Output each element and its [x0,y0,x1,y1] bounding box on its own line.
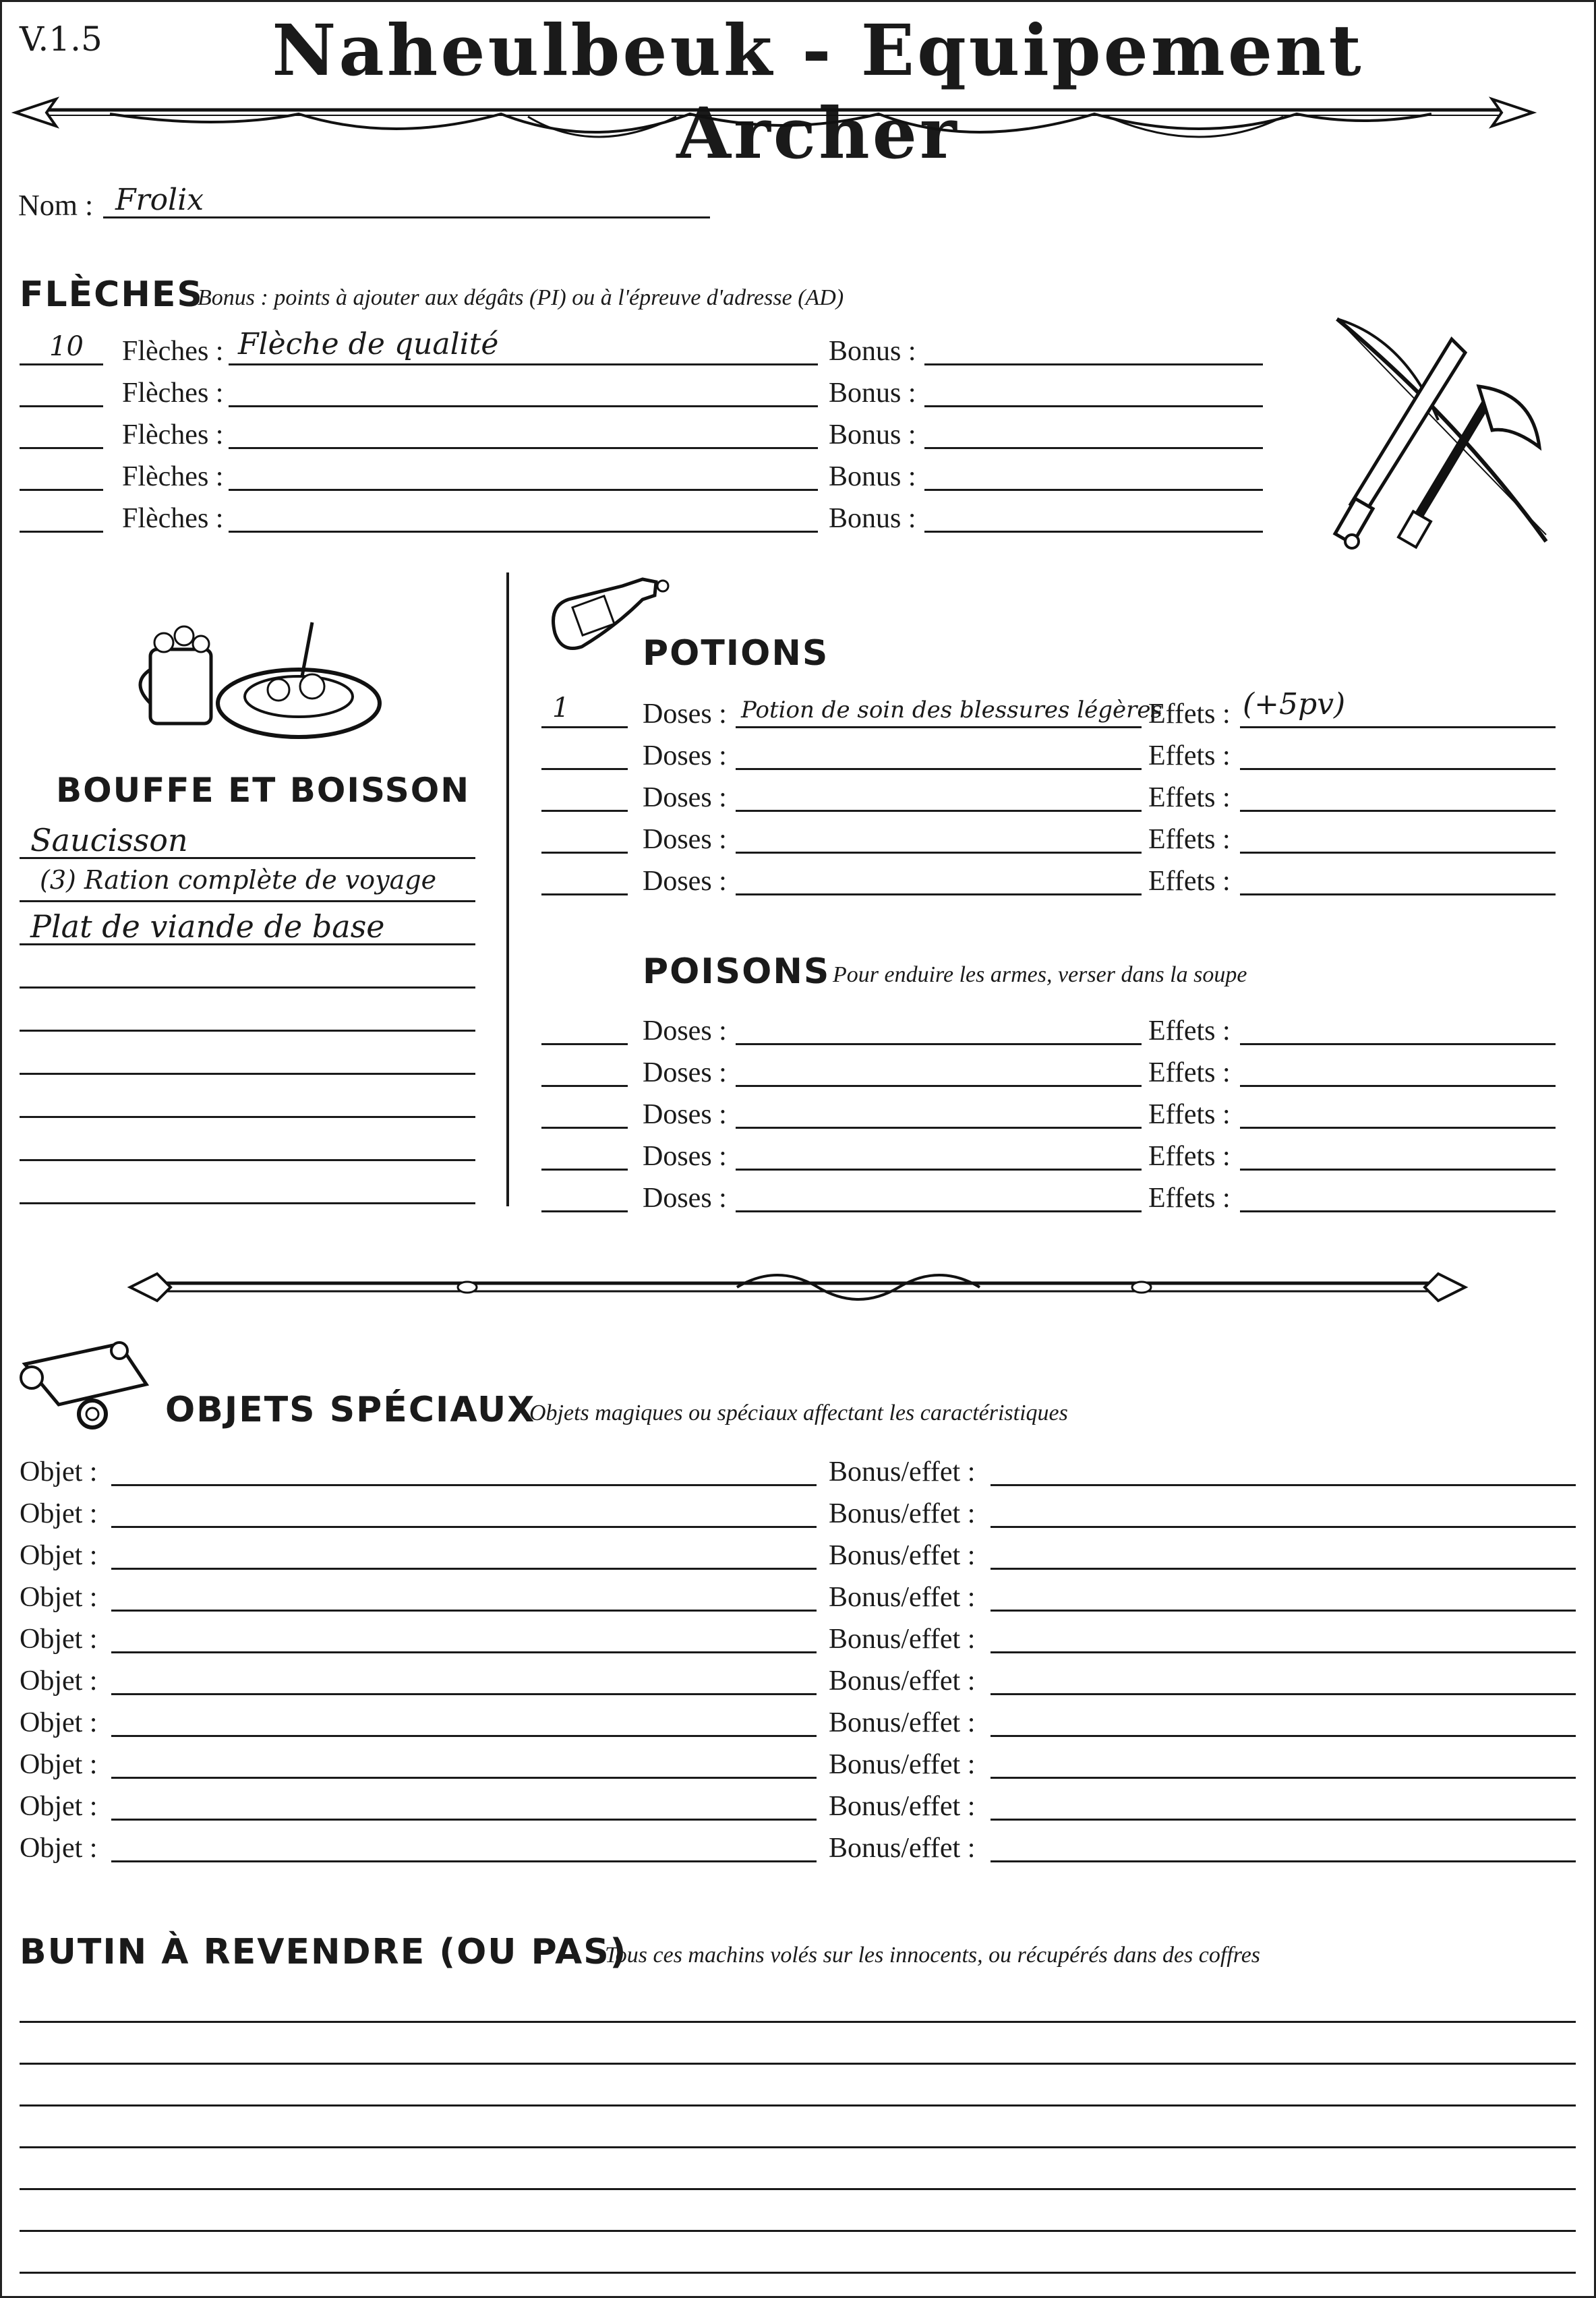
loot-line[interactable] [20,2146,1576,2148]
food-line [20,986,475,989]
poison-doses-label: Doses : [643,1141,727,1172]
potion-name-value[interactable]: Potion de soin des blessures légères [741,697,1162,724]
poison-effects-label: Effets : [1148,1141,1231,1172]
special-note: Objets magiques ou spéciaux affectant les caractéristiques [529,1401,1068,1425]
version-label: V.1.5 [20,20,102,59]
poison-doses-label: Doses : [643,1183,727,1214]
object-label: Objet : [20,1749,98,1780]
poison-qty-line [541,1085,628,1087]
object-bonus-line[interactable] [991,1777,1576,1779]
object-bonus-label: Bonus/effet : [829,1749,976,1780]
object-line[interactable] [111,1777,817,1779]
arrow-label: Flèches : [122,378,224,409]
poison-effects-label: Effets : [1148,1183,1231,1214]
potion-qty-line [541,852,628,854]
poison-name-line [736,1127,1142,1129]
poison-doses-label: Doses : [643,1057,727,1088]
object-line[interactable] [111,1568,817,1570]
poison-qty-line [541,1127,628,1129]
object-bonus-line[interactable] [991,1819,1576,1821]
name-value[interactable]: Frolix [115,183,204,217]
arrow-name-line [229,531,818,533]
food-plate-icon [137,609,386,744]
object-bonus-line[interactable] [991,1568,1576,1570]
arrow-bonus-label: Bonus : [829,461,916,492]
poison-qty-line [541,1210,628,1212]
arrow-bonus-label: Bonus : [829,503,916,534]
loot-line[interactable] [20,2272,1576,2274]
object-bonus-line[interactable] [991,1526,1576,1528]
potion-doses-label: Doses : [643,699,727,730]
scroll-ring-icon [18,1337,160,1432]
object-bonus-label: Bonus/effet : [829,1707,976,1738]
poison-name-line [736,1210,1142,1212]
object-bonus-line[interactable] [991,1651,1576,1653]
arrow-qty-line [20,363,103,365]
poison-effects-label: Effets : [1148,1057,1231,1088]
potion-effect-line [1240,726,1556,728]
loot-line[interactable] [20,2104,1576,2106]
object-line[interactable] [111,1484,817,1486]
potion-name-line [736,852,1142,854]
page-title: Naheulbeuk - Equipement Archer [272,9,1364,175]
object-label: Objet : [20,1707,98,1738]
arrow-label: Flèches : [122,419,224,450]
object-bonus-label: Bonus/effet : [829,1833,976,1864]
arrow-qty-line [20,405,103,407]
poison-name-line [736,1043,1142,1045]
object-label: Objet : [20,1582,98,1613]
arrow-bonus-line [924,405,1263,407]
food-line [20,1030,475,1032]
arrow-bonus-line [924,489,1263,491]
object-bonus-line[interactable] [991,1860,1576,1862]
poison-doses-label: Doses : [643,1099,727,1130]
potion-effects-label: Effets : [1148,782,1231,813]
potion-effect-line [1240,810,1556,812]
poison-effect-line [1240,1043,1556,1045]
potion-qty-line [541,768,628,770]
sword-bow-axe-icon [1324,312,1573,555]
food-line [20,900,475,902]
arrow-bonus-line [924,363,1263,365]
arrow-label: Flèches : [122,503,224,534]
arrow-qty-line [20,489,103,491]
potion-doses-label: Doses : [643,824,727,855]
arrow-qty-line [20,531,103,533]
loot-line[interactable] [20,2063,1576,2065]
object-bonus-line[interactable] [991,1610,1576,1612]
loot-line[interactable] [20,2021,1576,2023]
potion-effects-label: Effets : [1148,699,1231,730]
potion-qty-line [541,810,628,812]
object-line[interactable] [111,1693,817,1695]
arrow-bonus-label: Bonus : [829,419,916,450]
poison-name-line [736,1169,1142,1171]
object-bonus-line[interactable] [991,1735,1576,1737]
potion-qty-value[interactable]: 1 [552,693,570,724]
object-bonus-label: Bonus/effet : [829,1540,976,1571]
arrow-bonus-line [924,531,1263,533]
object-line[interactable] [111,1526,817,1528]
object-line[interactable] [111,1819,817,1821]
object-bonus-line[interactable] [991,1693,1576,1695]
potion-doses-label: Doses : [643,866,727,897]
poison-effect-line [1240,1127,1556,1129]
potion-effects-label: Effets : [1148,824,1231,855]
object-bonus-label: Bonus/effet : [829,1624,976,1655]
special-heading: OBJETS SPÉCIAUX [165,1390,536,1430]
potion-doses-label: Doses : [643,782,727,813]
column-divider [506,572,509,1206]
object-label: Objet : [20,1624,98,1655]
food-line [20,1202,475,1204]
arrow-name-line [229,363,818,365]
arrows-heading: FLÈCHES [20,274,204,315]
arrow-qty-value[interactable]: 10 [49,331,84,362]
object-label: Objet : [20,1791,98,1822]
poison-effects-label: Effets : [1148,1099,1231,1130]
object-bonus-label: Bonus/effet : [829,1791,976,1822]
food-line [20,1159,475,1161]
potion-doses-label: Doses : [643,740,727,771]
staff-divider-icon [130,1263,1465,1310]
object-bonus-label: Bonus/effet : [829,1582,976,1613]
potion-qty-line [541,726,628,728]
poison-doses-label: Doses : [643,1015,727,1047]
object-line[interactable] [111,1651,817,1653]
object-bonus-label: Bonus/effet : [829,1666,976,1697]
potion-effects-label: Effets : [1148,866,1231,897]
poisons-note: Pour enduire les armes, verser dans la soupe [833,962,1247,987]
object-line[interactable] [111,1610,817,1612]
loot-note: Tous ces machins volés sur les innocents, ou récupérés dans des coffres [605,1943,1261,1968]
food-heading: BOUFFE ET BOISSON [56,771,471,810]
poison-effect-line [1240,1085,1556,1087]
loot-line[interactable] [20,2188,1576,2190]
arrow-name-value[interactable]: Flèche de qualité [238,327,499,361]
name-label: Nom : [18,189,94,222]
arrow-label: Flèches : [122,336,224,367]
poison-qty-line [541,1043,628,1045]
potion-effects-label: Effets : [1148,740,1231,771]
arrow-qty-line [20,447,103,449]
potion-name-line [736,726,1142,728]
arrow-divider-icon [16,90,1533,150]
object-bonus-label: Bonus/effet : [829,1498,976,1529]
object-label: Objet : [20,1456,98,1487]
poison-name-line [736,1085,1142,1087]
object-line[interactable] [111,1860,817,1862]
arrow-name-line [229,489,818,491]
object-label: Objet : [20,1833,98,1864]
food-item[interactable]: (3) Ration complète de voyage [40,865,437,895]
poison-effect-line [1240,1210,1556,1212]
poison-effect-line [1240,1169,1556,1171]
object-label: Objet : [20,1666,98,1697]
arrow-bonus-line [924,447,1263,449]
potion-effect-value[interactable]: (+5pv) [1243,687,1346,721]
food-line [20,1073,475,1075]
poison-effects-label: Effets : [1148,1015,1231,1047]
arrows-note: Bonus : points à ajouter aux dégâts (PI) ou à l'épreuve d'adresse (AD) [198,285,844,310]
loot-heading: BUTIN À REVENDRE (OU PAS) [20,1932,628,1972]
loot-line[interactable] [20,2230,1576,2232]
potion-qty-line [541,893,628,895]
object-label: Objet : [20,1498,98,1529]
potion-effect-line [1240,893,1556,895]
poisons-heading: POISONS [643,951,831,992]
potion-name-line [736,810,1142,812]
food-item[interactable]: Plat de viande de base [30,908,385,945]
arrow-name-line [229,405,818,407]
arrow-bonus-label: Bonus : [829,378,916,409]
potions-heading: POTIONS [643,633,829,674]
food-line [20,1116,475,1118]
arrow-label: Flèches : [122,461,224,492]
arrow-bonus-label: Bonus : [829,336,916,367]
object-line[interactable] [111,1735,817,1737]
poison-qty-line [541,1169,628,1171]
food-item[interactable]: Saucisson [30,822,188,858]
potion-effect-line [1240,852,1556,854]
object-bonus-line[interactable] [991,1484,1576,1486]
potion-effect-line [1240,768,1556,770]
object-bonus-label: Bonus/effet : [829,1456,976,1487]
object-label: Objet : [20,1540,98,1571]
potion-name-line [736,893,1142,895]
potion-name-line [736,768,1142,770]
arrow-name-line [229,447,818,449]
